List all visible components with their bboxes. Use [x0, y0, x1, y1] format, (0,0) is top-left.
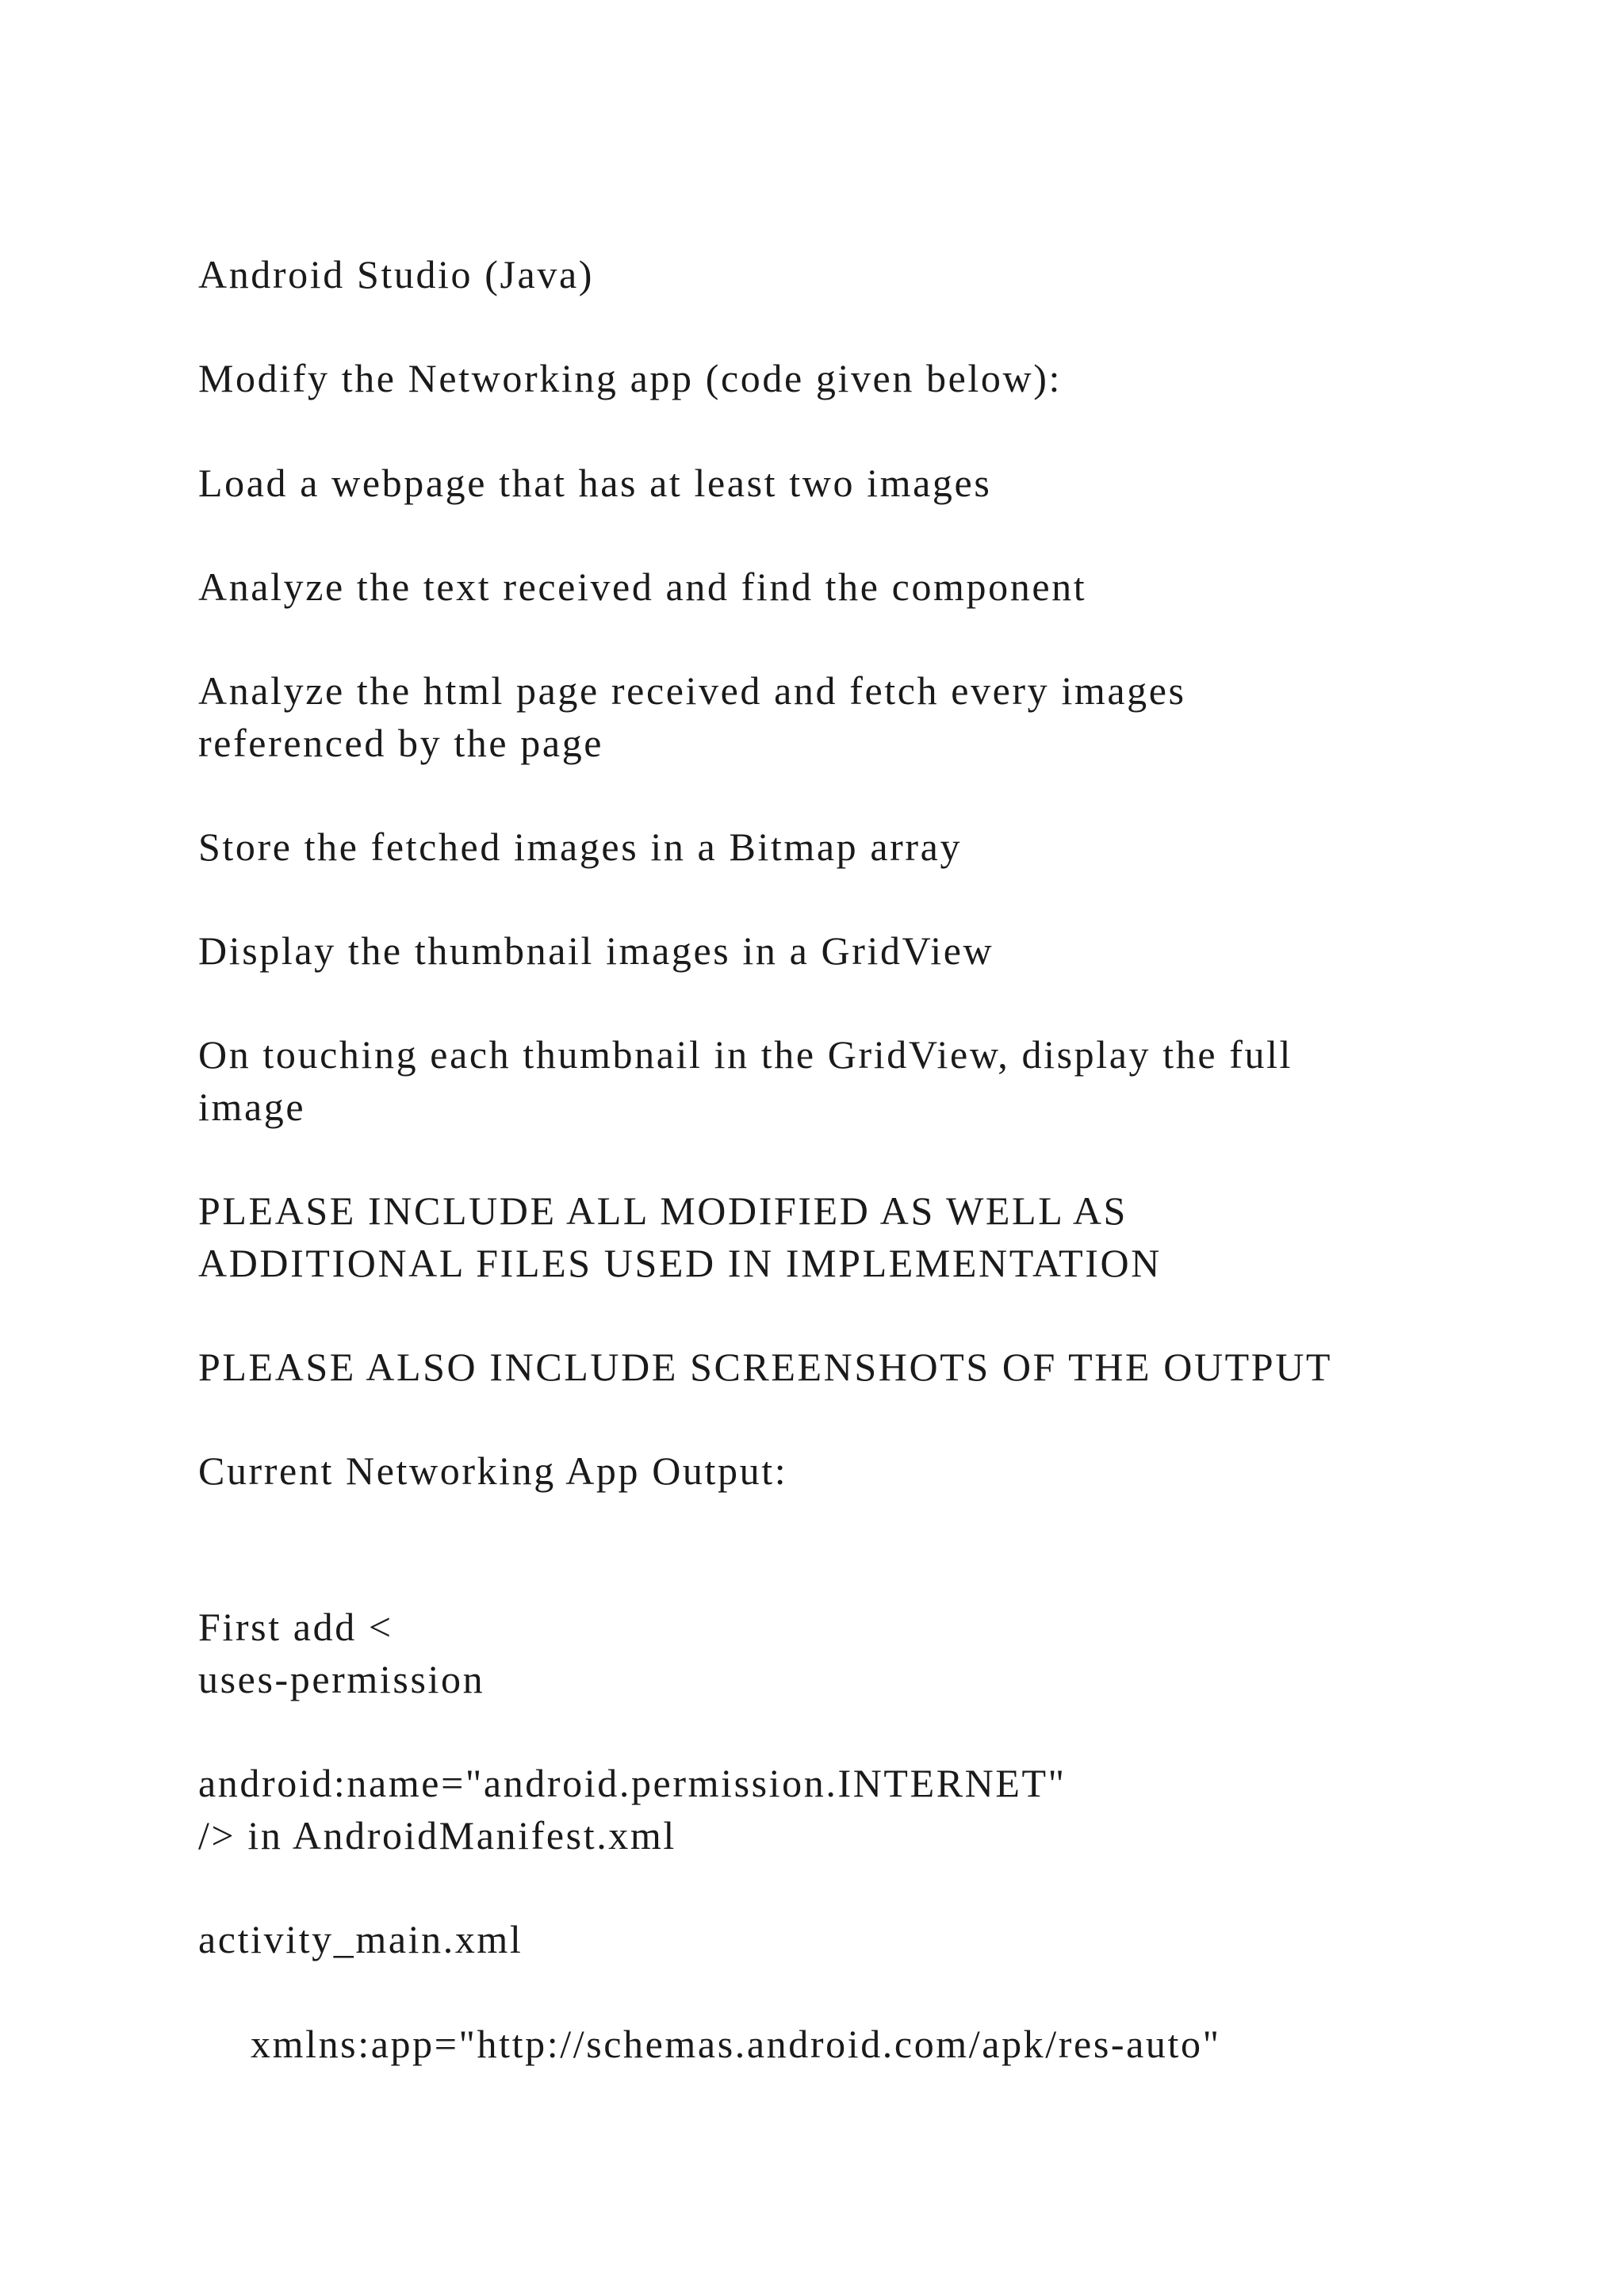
task-item: Analyze the text received and find the component [198, 564, 1087, 609]
manifest-instruction: /> in AndroidManifest.xml [198, 1813, 676, 1858]
manifest-instruction: First add < [198, 1605, 393, 1649]
note-line: ADDITIONAL FILES USED IN IMPLEMENTATION [198, 1241, 1162, 1285]
manifest-instruction: uses-permission [198, 1657, 485, 1701]
task-item: On touching each thumbnail in the GridView, display the full [198, 1032, 1293, 1077]
output-label: Current Networking App Output: [198, 1448, 788, 1493]
manifest-instruction: android:name="android.permission.INTERNET" [198, 1761, 1067, 1805]
code-line: xmlns:app="http://schemas.android.com/apk/res-auto" [251, 2022, 1221, 2066]
task-item: Analyze the html page received and fetch every images [198, 668, 1186, 713]
task-item: Store the fetched images in a Bitmap array [198, 825, 963, 869]
task-item: Load a webpage that has at least two images [198, 461, 992, 505]
intro-text: Modify the Networking app (code given below): [198, 356, 1062, 400]
task-item-continuation: image [198, 1085, 306, 1129]
note-line: PLEASE INCLUDE ALL MODIFIED AS WELL AS [198, 1188, 1128, 1233]
file-name: activity_main.xml [198, 1917, 523, 1961]
task-item-continuation: referenced by the page [198, 721, 604, 765]
task-item: Display the thumbnail images in a GridView [198, 928, 994, 973]
note-line: PLEASE ALSO INCLUDE SCREENSHOTS OF THE OUTPUT [198, 1345, 1333, 1389]
document-title: Android Studio (Java) [198, 252, 594, 297]
